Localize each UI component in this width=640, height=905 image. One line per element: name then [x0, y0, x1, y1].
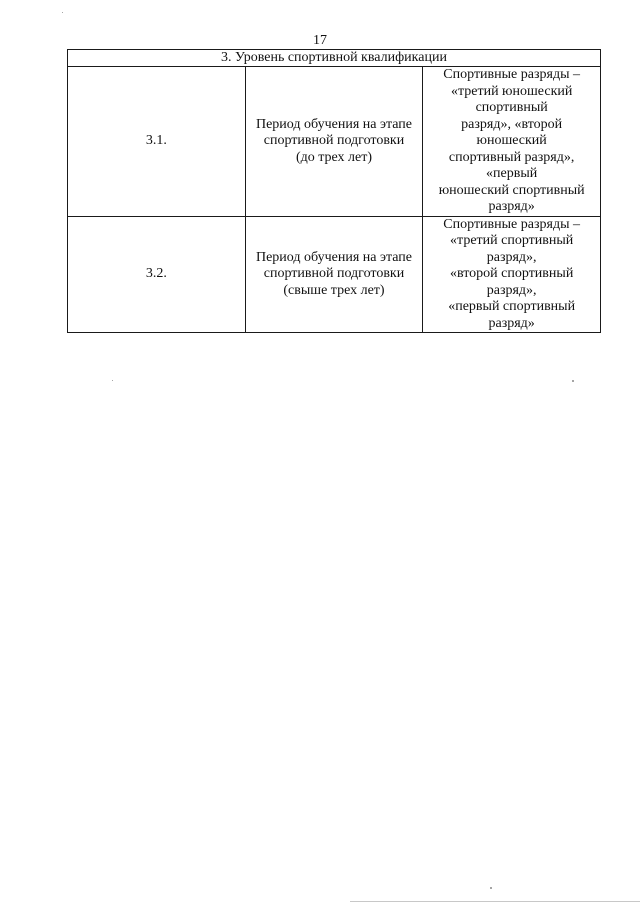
row-number: 3.1.: [68, 67, 246, 217]
ranks-line: «второй спортивный разряд»,: [449, 266, 574, 298]
ranks-cell: [423, 216, 601, 333]
ranks-line: юношеский спортивный разряд»: [438, 182, 585, 214]
scan-speck: [112, 380, 113, 381]
section-title: 3. Уровень спортивной квалификации: [68, 50, 601, 67]
table-row: [68, 67, 601, 217]
ranks-line: Спортивные разряды –: [443, 216, 580, 232]
scan-edge-line: [350, 901, 640, 902]
table-section-header-row: [68, 50, 601, 67]
ranks-line: разряд», «второй юношеский: [461, 116, 563, 148]
period-line: (до трех лет): [295, 149, 373, 165]
page-number: 17: [313, 33, 327, 48]
period-line: спортивной подготовки: [263, 133, 405, 148]
scan-speck: [490, 887, 492, 889]
scan-speck: [62, 12, 63, 13]
period-line: (свыше трех лет): [283, 282, 385, 298]
period-line: спортивной подготовки: [263, 266, 405, 281]
period-line: Период обучения на этапе: [255, 116, 412, 132]
scan-speck: [572, 380, 574, 382]
period-cell: [245, 216, 423, 333]
ranks-cell: [423, 67, 601, 217]
qualification-table: [67, 49, 601, 333]
period-line: Период обучения на этапе: [255, 249, 412, 265]
table-row: [68, 216, 601, 333]
ranks-line: «третий юношеский спортивный: [450, 83, 573, 115]
ranks-line: спортивный разряд», «первый: [448, 149, 575, 181]
ranks-line: «третий спортивный разряд»,: [450, 233, 574, 265]
ranks-line: Спортивные разряды –: [443, 67, 580, 82]
period-cell: [245, 67, 423, 217]
row-number: 3.2.: [68, 216, 246, 333]
ranks-line: «первый спортивный разряд»: [448, 299, 576, 331]
